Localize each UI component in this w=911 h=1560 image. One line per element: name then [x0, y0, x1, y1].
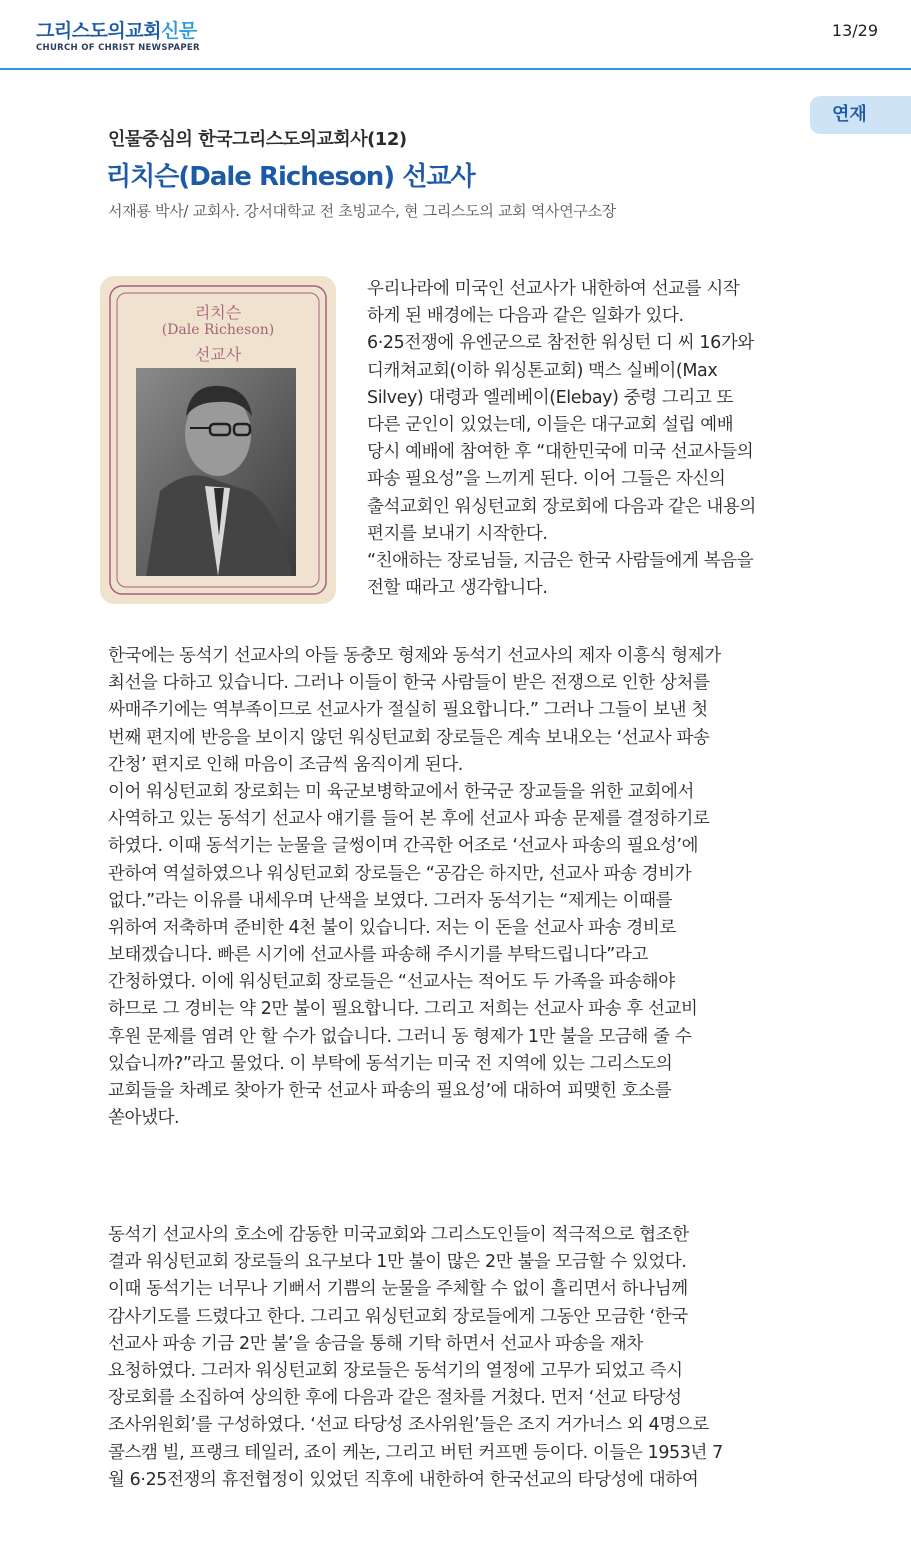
- text-line: “친애하는 장로님들, 지금은 한국 사람들에게 복음을: [367, 550, 754, 571]
- text-line: 하게 된 배경에는 다음과 같은 일화가 있다.: [367, 306, 684, 327]
- text-line: 교회들을 차례로 찾아가 한국 선교사 파송의 필요성’에 대하여 피맺힌 호소를: [108, 1081, 672, 1101]
- text-line: 이때 동석기는 너무나 기뻐서 기쁨의 눈물을 주체할 수 없이 흘리면서 하나님께: [108, 1279, 688, 1300]
- text-line: 간청’ 편지로 인해 마음이 조금씩 움직이게 된다.: [108, 754, 463, 775]
- text-line: 하므로 그 경비는 약 2만 불이 필요합니다. 그리고 저희는 선교사 파송 후 선교비: [108, 999, 698, 1020]
- text-line: 감사기도를 드렸다고 한다. 그리고 워싱턴교회 장로들에게 그동안 모금한 ‘한국: [108, 1306, 688, 1327]
- logo-title: 그리스도의교회신문: [36, 20, 197, 42]
- text-line: 후원 문제를 염려 안 할 수가 없습니다. 그러니 동 형제가 1만 불을 모금해 줄 수: [108, 1026, 692, 1047]
- header-divider: [0, 68, 911, 70]
- text-line: 싸매주기에는 역부족이므로 선교사가 절실히 필요합니다.” 그러나 그들이 보낸 첫: [108, 700, 708, 721]
- text-line: 이어 워싱턴교회 장로회는 미 육군보병학교에서 한국군 장교들을 위한 교회에서: [108, 781, 694, 802]
- text-line: 당시 예배에 참여한 후 “대한민국에 미국 선교사들의: [367, 442, 754, 463]
- text-line: 없다.”라는 이유를 내세우며 난색을 보였다. 그러자 동석기는 “제게는 이때를: [108, 890, 673, 911]
- text-line: 출석교회인 워싱턴교회 장로회에 다음과 같은 내용의: [367, 496, 756, 517]
- text-line: 동석기 선교사의 호소에 감동한 미국교회와 그리스도인들이 적극적으로 협조한: [108, 1225, 689, 1245]
- text-line: 우리나라에 미국인 선교사가 내한하여 선교를 시작: [367, 279, 740, 299]
- page-number: 13/29: [831, 21, 878, 40]
- portrait-caption-role: 선교사: [194, 345, 242, 364]
- byline: 서재룡 박사/ 교회사. 강서대학교 전 초빙교수, 현 그리스도의 교회 역사연구소장: [108, 202, 616, 220]
- text-line: 파송 필요성”을 느끼게 된다. 이어 그들은 자신의: [367, 469, 726, 490]
- text-line: 월 6·25전쟁의 휴전협정이 있었던 직후에 내한하여 한국선교의 타당성에 대하여: [108, 1469, 699, 1490]
- text-line: 하였다. 이때 동석기는 눈물을 글썽이며 간곡한 어조로 ‘선교사 파송의 필요성’에: [108, 836, 699, 857]
- text-line: 편지를 보내기 시작한다.: [367, 523, 548, 544]
- text-line: 한국에는 동석기 선교사의 아들 동충모 형제와 동석기 선교사의 제자 이흥식 형제가: [108, 646, 721, 666]
- text-line: 디캐쳐교회(이하 워싱톤교회) 맥스 실베이(Max: [367, 360, 718, 381]
- text-line: 사역하고 있는 동석기 선교사 얘기를 들어 본 후에 선교사 파송 문제를 결정하기로: [108, 809, 710, 830]
- logo-subtitle: CHURCH OF CHRIST NEWSPAPER: [36, 43, 200, 53]
- text-line: 보태겠습니다. 빠른 시기에 선교사를 파송해 주시기를 부탁드립니다”라고: [108, 945, 648, 966]
- portrait-frame: [100, 276, 336, 604]
- text-line: 결과 워싱턴교회 장로들의 요구보다 1만 불이 많은 2만 불을 모금할 수 있었다.: [108, 1252, 687, 1273]
- text-line: 있습니까?”라고 물었다. 이 부탁에 동석기는 미국 전 지역에 있는 그리스도의: [108, 1053, 673, 1074]
- article-text-body-1: [108, 643, 721, 1132]
- text-line: 관하여 역설하였으나 워싱턴교회 장로들은 “공감은 하지만, 선교사 파송 경비가: [108, 863, 692, 884]
- article-text-right-column: [367, 276, 756, 602]
- article-text-body-2: [108, 1222, 723, 1494]
- text-line: 6·25전쟁에 유엔군으로 참전한 워싱턴 디 씨 16가와: [367, 333, 754, 354]
- portrait-caption-english: (Dale Richeson): [161, 322, 275, 338]
- portrait-caption-name: 리치슨: [194, 303, 242, 322]
- text-line: 쏟아냈다.: [108, 1108, 180, 1129]
- section-tag: 연재: [810, 96, 911, 134]
- text-line: 번째 편지에 반응을 보이지 않던 워싱턴교회 장로들은 계속 보내오는 ‘선교사 파송: [108, 727, 710, 748]
- article-title: 리치슨(Dale Richeson) 선교사: [106, 162, 475, 192]
- text-line: 간청하였다. 이에 워싱턴교회 장로들은 “선교사는 적어도 두 가족을 파송해야: [108, 972, 675, 993]
- newspaper-logo[interactable]: [36, 20, 200, 53]
- text-line: 선교사 파송 기금 2만 불’을 송금을 통해 기탁 하면서 선교사 파송을 재차: [108, 1333, 643, 1354]
- text-line: 장로회를 소집하여 상의한 후에 다음과 같은 절차를 거쳤다. 먼저 ‘선교 타당성: [108, 1388, 682, 1409]
- text-line: 위하여 저축하며 준비한 4천 불이 있습니다. 저는 이 돈을 선교사 파송 경비로: [108, 917, 676, 938]
- text-line: 콜스캠 빌, 프랭크 테일러, 죠이 케논, 그리고 버턴 커프멘 등이다. 이들은 1953년 7: [108, 1442, 723, 1463]
- masthead: [0, 0, 911, 70]
- text-line: 요청하였다. 그러자 워싱턴교회 장로들은 동석기의 열정에 고무가 되었고 즉시: [108, 1360, 683, 1381]
- text-line: 다른 군인이 있었는데, 이들은 대구교회 설립 예배: [367, 414, 734, 435]
- series-title: 인물중심의 한국그리스도의교회사(12): [108, 129, 407, 150]
- text-line: 전할 때라고 생각합니다.: [367, 578, 548, 599]
- text-line: 조사위원회’를 구성하였다. ‘선교 타당성 조사위원’들은 조지 거가너스 외 4명으로: [108, 1415, 709, 1436]
- text-line: Silvey) 대령과 엘레베이(Elebay) 중령 그리고 또: [367, 387, 734, 408]
- text-line: 최선을 다하고 있습니다. 그러나 이들이 한국 사람들이 받은 전쟁으로 인한 상처를: [108, 673, 710, 694]
